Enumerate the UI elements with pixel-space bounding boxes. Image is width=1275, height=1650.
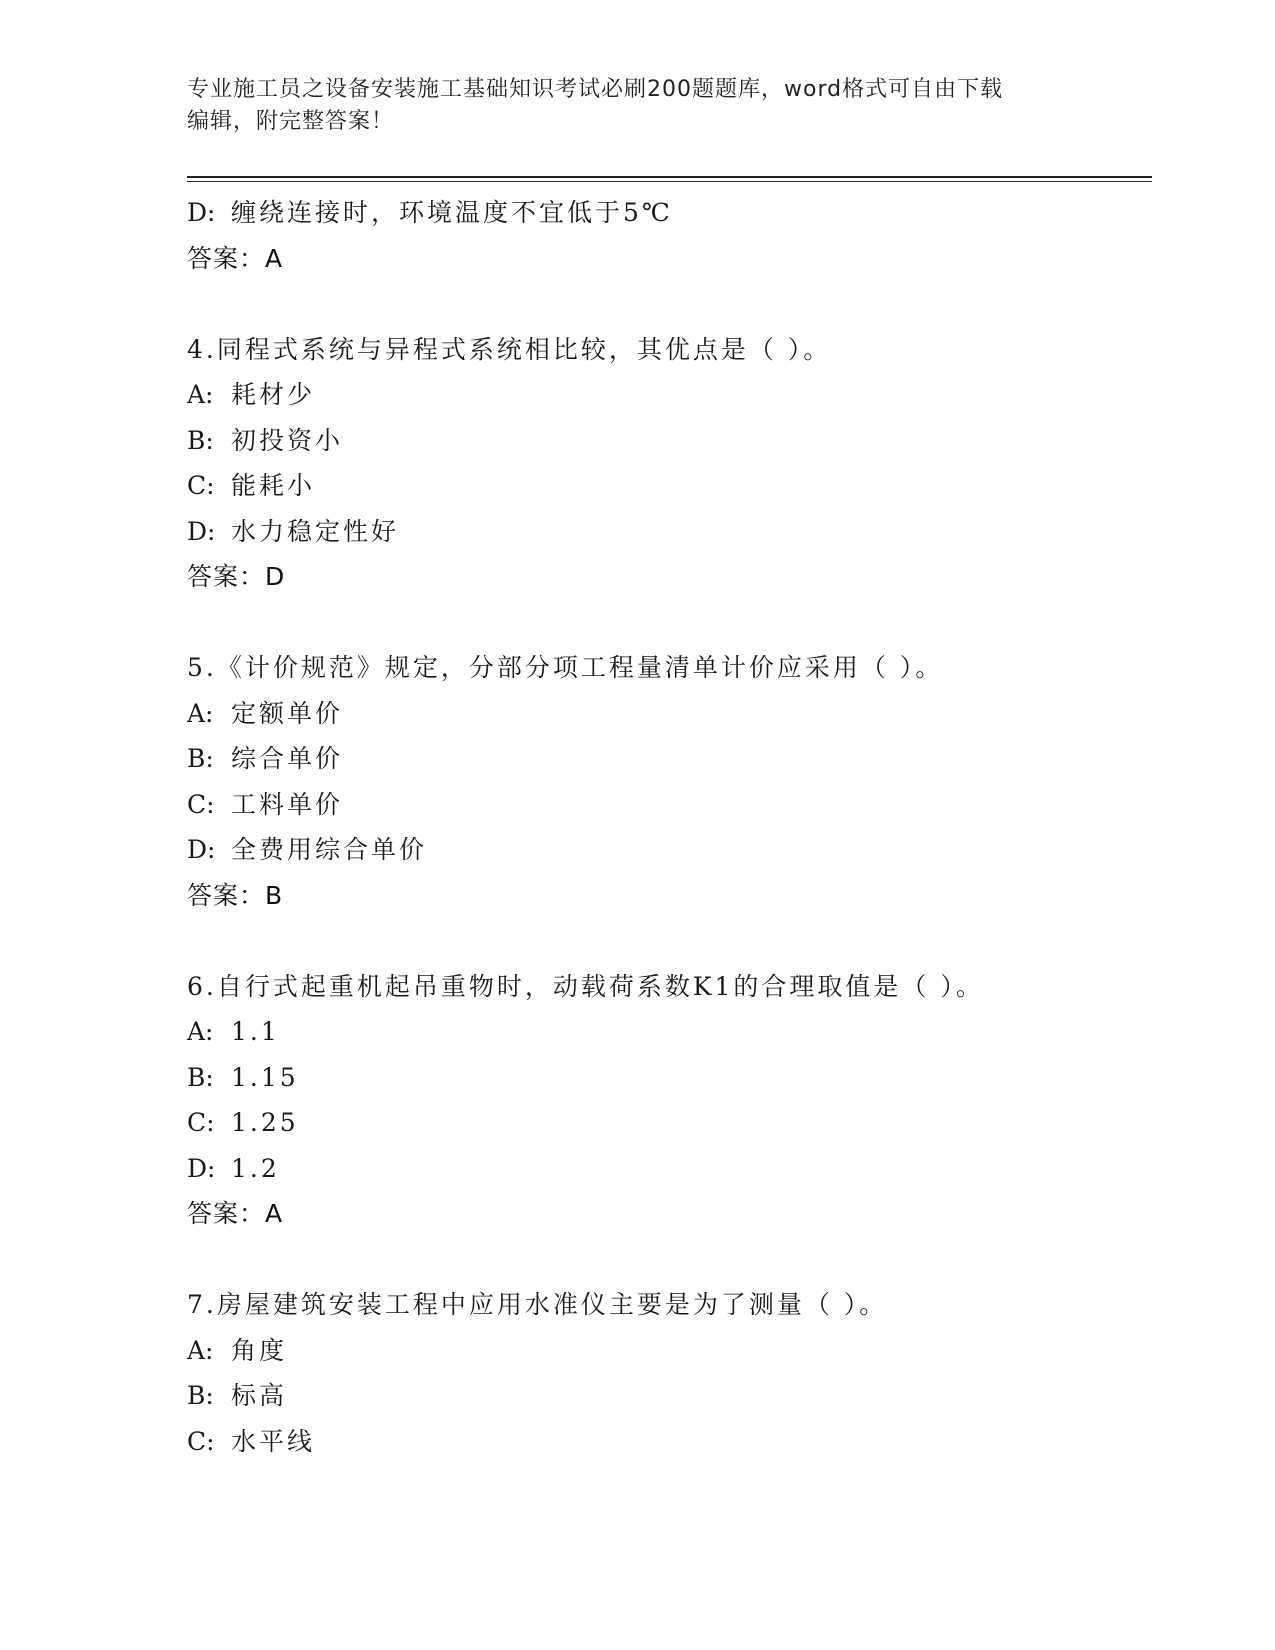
header-divider-thin xyxy=(187,181,1152,182)
option-label: D: xyxy=(187,198,216,227)
question-stem: 7.房屋建筑安装工程中应用水准仪主要是为了测量（ ）。 xyxy=(187,1290,888,1319)
option-a xyxy=(187,691,1152,737)
option-label: C: xyxy=(187,1108,215,1137)
question-6 xyxy=(187,964,1152,1237)
option-text: 1.25 xyxy=(231,1108,299,1137)
option-label: B: xyxy=(187,744,214,773)
option-d xyxy=(187,827,1152,873)
option-text: 能耗小 xyxy=(231,471,316,500)
option-label: A: xyxy=(187,1017,214,1046)
option-label: C: xyxy=(187,789,215,819)
option-c xyxy=(187,1419,1152,1465)
option-text: 定额单价 xyxy=(231,698,344,728)
option-label: A: xyxy=(187,1335,214,1365)
option-c xyxy=(187,782,1152,828)
option-text: 全费用综合单价 xyxy=(231,835,428,864)
option-text: 标高 xyxy=(231,1381,288,1410)
option-text: 1.1 xyxy=(231,1017,280,1046)
document-header xyxy=(187,74,1067,138)
option-label: A: xyxy=(187,698,214,728)
option-label: B: xyxy=(187,425,214,455)
option-text: 1.15 xyxy=(231,1062,299,1092)
question-7 xyxy=(187,1282,1152,1464)
option-c xyxy=(187,1100,1152,1146)
option-b xyxy=(187,736,1152,782)
option-a xyxy=(187,1328,1152,1374)
header-divider-thick xyxy=(187,176,1152,178)
question-list xyxy=(187,190,1152,1464)
answer-line: 答案：B xyxy=(187,880,284,910)
option-label: D: xyxy=(187,516,216,546)
option-text: 综合单价 xyxy=(231,744,344,773)
option-label: C: xyxy=(187,1426,215,1456)
option-a xyxy=(187,1009,1152,1055)
option-c xyxy=(187,463,1152,509)
option-b xyxy=(187,418,1152,464)
question-stem: 4.同程式系统与异程式系统相比较，其优点是（ ）。 xyxy=(187,334,832,364)
option-text: 水平线 xyxy=(231,1426,316,1456)
option-text: 缠绕连接时，环境温度不宜低于5℃ xyxy=(231,198,673,227)
question-5 xyxy=(187,645,1152,918)
answer-line: 答案：A xyxy=(187,243,284,273)
option-text: 水力稳定性好 xyxy=(231,516,400,546)
answer-line: 答案：D xyxy=(187,562,286,591)
option-b xyxy=(187,1373,1152,1419)
question-stem: 5.《计价规范》规定，分部分项工程量清单计价应采用（ ）。 xyxy=(187,653,944,682)
header-title-line-2: 编辑，附完整答案！ xyxy=(187,109,395,134)
option-d xyxy=(187,1146,1152,1192)
question-stem: 6.自行式起重机起吊重物时，动载荷系数K1的合理取值是（ ）。 xyxy=(187,971,984,1001)
option-text: 耗材少 xyxy=(231,380,316,409)
option-label: D: xyxy=(187,1153,216,1183)
option-text: 1.2 xyxy=(231,1153,280,1183)
answer-line: 答案：A xyxy=(187,1199,284,1228)
option-d xyxy=(187,190,1152,236)
option-d xyxy=(187,509,1152,555)
option-text: 工料单价 xyxy=(231,789,344,819)
option-label: B: xyxy=(187,1062,214,1092)
option-a xyxy=(187,372,1152,418)
option-text: 角度 xyxy=(231,1335,288,1365)
option-b xyxy=(187,1055,1152,1101)
option-text: 初投资小 xyxy=(231,425,344,455)
header-title-line-1: 专业施工员之设备安装施工基础知识考试必刷200题题库，word格式可自由下载 xyxy=(187,77,1004,102)
option-label: A: xyxy=(187,380,214,409)
option-label: C: xyxy=(187,471,215,500)
question-4 xyxy=(187,327,1152,600)
option-label: B: xyxy=(187,1381,214,1410)
option-label: D: xyxy=(187,835,216,864)
